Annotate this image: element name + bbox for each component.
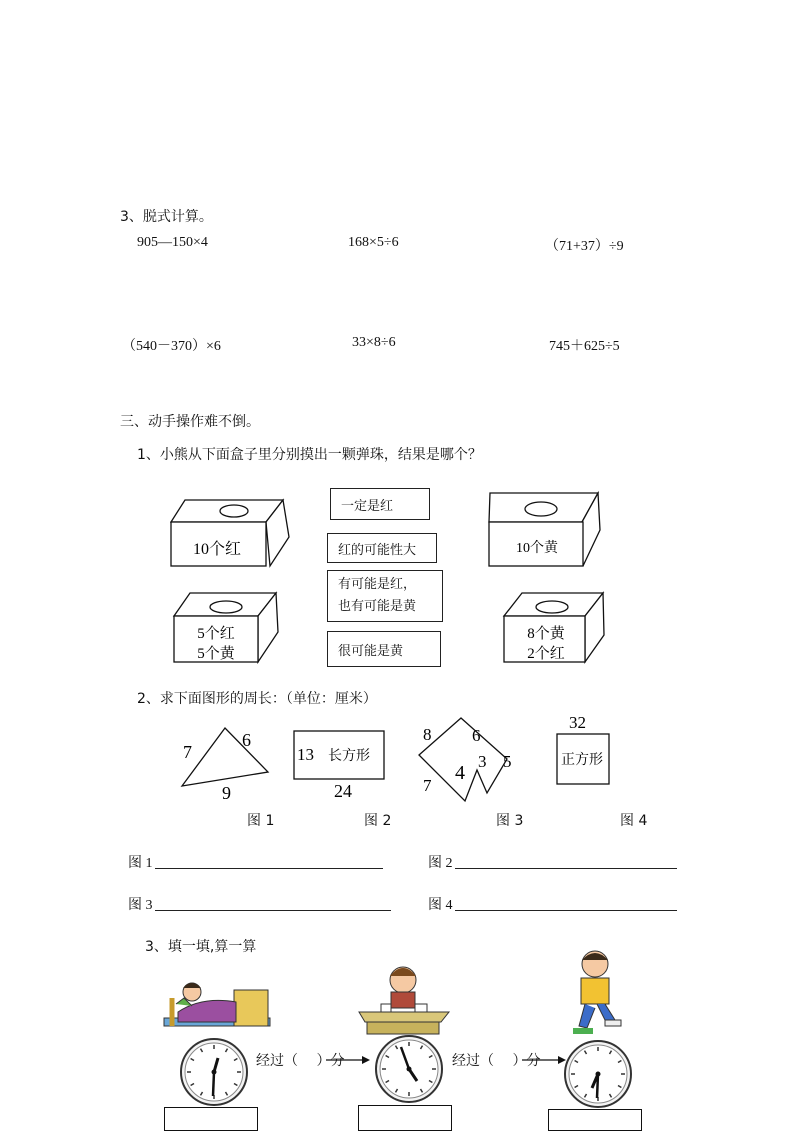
option-label: 很可能是黄 [338,643,404,659]
caption-fig-2: 图 2 [364,813,392,829]
fig4-side-top: 32 [569,713,586,732]
calc-problem-3: （71+37）÷9 [545,239,624,254]
answer-line-fig-3[interactable] [155,910,391,911]
arrow-right-icon [326,1053,370,1067]
calc-problem-1: 905—150×4 [137,235,208,250]
option-red-more-likely[interactable] [327,533,437,563]
marble-box-10-red [170,490,300,570]
fig3-side-c: 3 [478,752,487,771]
fig2-side-bottom: 24 [334,781,352,801]
answer-label-fig-1: 图 1 [128,856,153,871]
calc-section-title: 3、脱式计算。 [120,209,213,225]
q3-title: 3、填一填,算一算 [145,939,257,955]
section-three-title: 三、动手操作难不倒。 [120,414,260,430]
calc-problem-2: 168×5÷6 [348,235,399,250]
figure-1-triangle [178,720,278,802]
fig3-side-f: 7 [423,776,432,795]
figure-2-rectangle [290,725,390,803]
fig1-side-c: 9 [222,783,231,802]
option-likely-yellow[interactable] [327,631,441,667]
option-label: 红的可能性大 [338,542,417,558]
arrow-right-icon [522,1053,566,1067]
box4-label-line1: 8个黄 [527,626,565,642]
box3-label-line2: 5个黄 [197,646,235,662]
option-certain-red[interactable] [330,488,430,520]
q2-title: 2、求下面图形的周长：（单位：厘米） [137,691,377,707]
answer-label-fig-2: 图 2 [428,856,453,871]
child-walking-to-school-illustration [565,948,625,1038]
child-at-desk-illustration [355,960,453,1040]
marble-box-10-yellow [475,490,605,570]
child-waking-in-bed-illustration [162,968,274,1040]
fig2-side-left: 13 [297,745,314,764]
fig3-side-e: 4 [455,762,465,784]
marble-box-8-yellow-2-red [500,590,610,668]
clock-1 [178,1036,250,1108]
answer-line-fig-2[interactable] [455,868,677,869]
caption-fig-3: 图 3 [496,813,524,829]
marble-box-5-red-5-yellow [170,590,285,668]
fig3-side-a: 8 [423,725,432,744]
answer-label-fig-4: 图 4 [428,898,453,913]
option-label-line1: 有可能是红， [338,577,417,592]
time-answer-box-3[interactable] [548,1109,642,1131]
fig4-shape-name: 正方形 [561,752,603,768]
clock-3 [562,1038,634,1110]
option-maybe-red-or-yellow[interactable] [327,570,443,622]
calc-problem-6: 745＋625÷5 [549,339,620,354]
pass-minutes-2[interactable]: 经过（ ）分 [452,1053,541,1069]
pass-minutes-1[interactable]: 经过（ ）分 [256,1053,345,1069]
time-answer-box-2[interactable] [358,1105,452,1131]
q1-title: 1、小熊从下面盒子里分别摸出一颗弹珠，结果是哪个？ [137,447,482,463]
figure-4-square [553,710,623,792]
fig2-shape-name: 长方形 [328,748,370,764]
box2-label: 10个黄 [516,541,558,556]
option-label-line2: 也有可能是黄 [338,599,417,614]
calc-problem-5: 33×8÷6 [352,335,396,350]
fig1-side-b: 6 [242,730,251,750]
caption-fig-1: 图 1 [247,813,275,829]
figure-3-polygon [415,715,525,807]
time-answer-box-1[interactable] [164,1107,258,1131]
option-label: 一定是红 [341,498,394,514]
fig3-side-b: 6 [472,726,481,745]
box1-label: 10个红 [192,541,242,558]
answer-label-fig-3: 图 3 [128,898,153,913]
caption-fig-4: 图 4 [620,813,648,829]
calc-problem-4: （540－370）×6 [122,339,221,354]
answer-line-fig-1[interactable] [155,868,383,869]
fig3-side-d: 5 [503,752,512,771]
box3-label-line1: 5个红 [197,626,235,642]
clock-2 [373,1033,445,1105]
answer-line-fig-4[interactable] [455,910,677,911]
fig1-side-a: 7 [183,742,192,762]
box4-label-line2: 2个红 [527,646,565,662]
